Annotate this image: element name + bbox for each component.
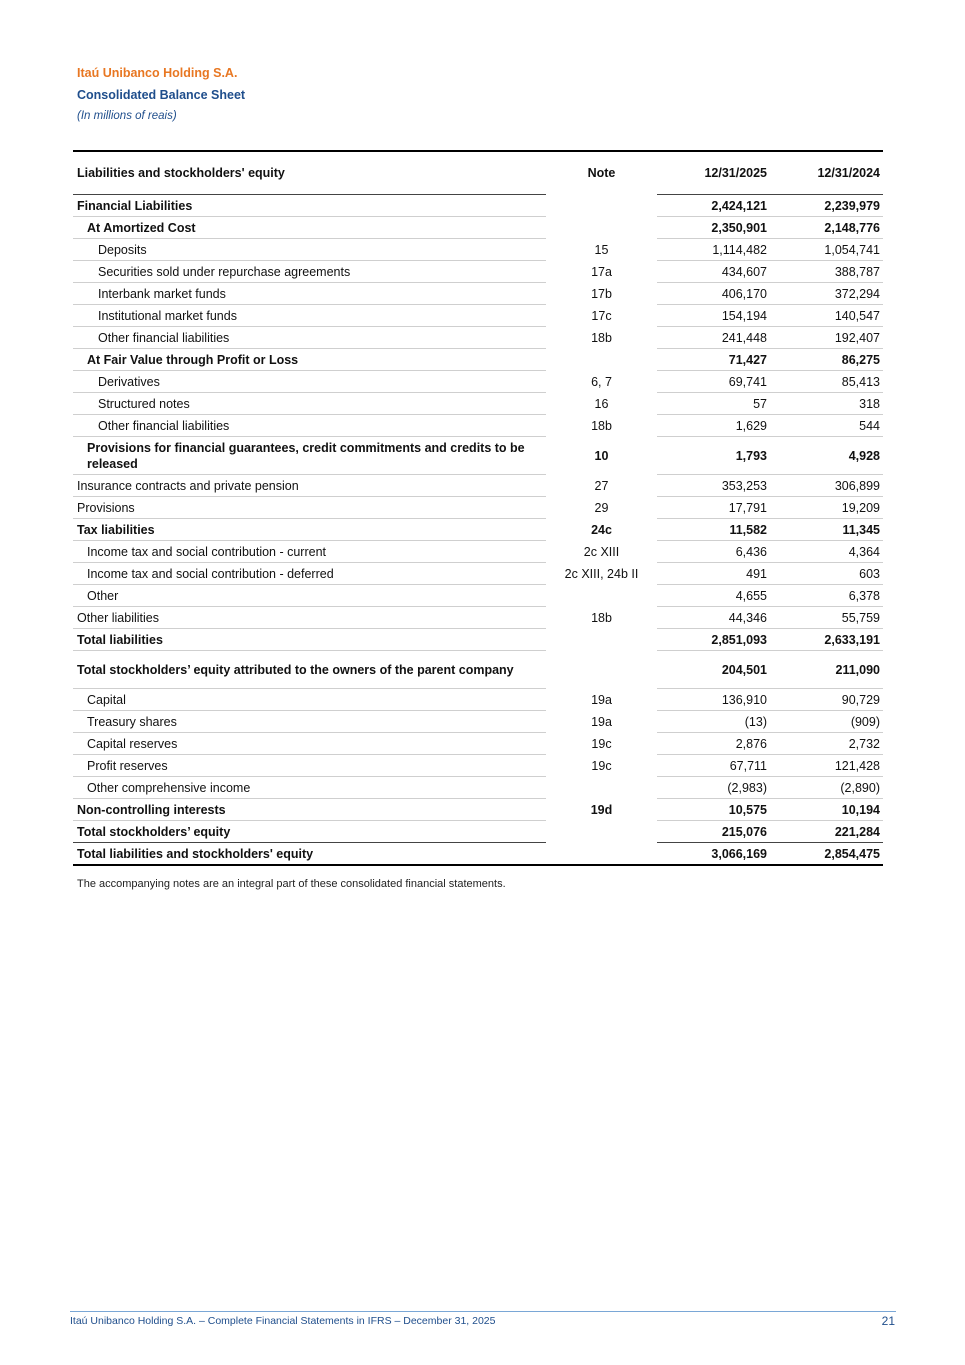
row-label: Other xyxy=(73,585,546,607)
row-value-2024: 372,294 xyxy=(770,283,883,305)
row-label: At Amortized Cost xyxy=(73,217,546,239)
unit-note: (In millions of reais) xyxy=(77,110,177,122)
column-header-description: Liabilities and stockholders' equity xyxy=(73,151,546,195)
row-label: Other comprehensive income xyxy=(73,777,546,799)
footer-divider xyxy=(70,1311,896,1312)
row-value-2024: 10,194 xyxy=(770,799,883,821)
row-value-2025: 2,424,121 xyxy=(657,195,770,217)
row-value-2024: 140,547 xyxy=(770,305,883,327)
row-note xyxy=(546,651,657,689)
row-value-2024: 11,345 xyxy=(770,519,883,541)
row-value-2025: 71,427 xyxy=(657,349,770,371)
table-row xyxy=(73,415,883,437)
row-value-2025: 136,910 xyxy=(657,689,770,711)
row-note: 19c xyxy=(591,758,612,773)
row-value-2024: 85,413 xyxy=(770,371,883,393)
row-value-2024: 55,759 xyxy=(770,607,883,629)
row-label: Total liabilities and stockholders' equity xyxy=(73,843,546,866)
table-header-row xyxy=(73,151,883,195)
row-value-2024: 90,729 xyxy=(770,689,883,711)
row-note xyxy=(546,629,657,651)
row-label: Income tax and social contribution - current xyxy=(73,541,546,563)
row-label: Derivatives xyxy=(73,371,546,393)
row-value-2025: 10,575 xyxy=(657,799,770,821)
row-label: Profit reserves xyxy=(73,755,546,777)
row-value-2025: 1,114,482 xyxy=(657,239,770,261)
row-note: 6, 7 xyxy=(591,374,612,389)
row-value-2024: 2,148,776 xyxy=(770,217,883,239)
table-row xyxy=(73,349,883,371)
row-label: Institutional market funds xyxy=(73,305,546,327)
row-note: 24c xyxy=(591,522,612,537)
row-label: Capital reserves xyxy=(73,733,546,755)
row-note: 27 xyxy=(594,478,609,493)
row-value-2024: 121,428 xyxy=(770,755,883,777)
table-row xyxy=(73,371,883,393)
table-body xyxy=(73,195,883,866)
row-note: 19c xyxy=(591,736,612,751)
row-value-2024: 86,275 xyxy=(770,349,883,371)
row-label: Total liabilities xyxy=(73,629,546,651)
table-row xyxy=(73,283,883,305)
table-row xyxy=(73,541,883,563)
table-row xyxy=(73,689,883,711)
row-note xyxy=(546,349,657,371)
row-note: 16 xyxy=(594,396,609,411)
table-row xyxy=(73,733,883,755)
row-value-2025: 434,607 xyxy=(657,261,770,283)
row-value-2025: (13) xyxy=(657,711,770,733)
row-note xyxy=(546,777,657,799)
balance-sheet-table xyxy=(73,150,883,866)
table-row xyxy=(73,497,883,519)
table-row xyxy=(73,607,883,629)
footer-text: Itaú Unibanco Holding S.A. – Complete Financial Statements in IFRS – December 31, 2025 xyxy=(70,1315,496,1327)
row-note: 2c XIII xyxy=(583,544,620,559)
row-value-2025: 1,629 xyxy=(657,415,770,437)
row-label: Insurance contracts and private pension xyxy=(73,475,546,497)
row-note: 2c XIII, 24b II xyxy=(564,566,639,581)
row-value-2025: 491 xyxy=(657,563,770,585)
row-label: Other liabilities xyxy=(73,607,546,629)
row-value-2025: 2,876 xyxy=(657,733,770,755)
statement-title: Consolidated Balance Sheet xyxy=(77,88,246,102)
row-value-2024: 318 xyxy=(770,393,883,415)
table-row xyxy=(73,821,883,843)
row-label: Total stockholders’ equity attributed to the owners of the parent company xyxy=(73,651,546,689)
row-value-2025: 241,448 xyxy=(657,327,770,349)
row-value-2024: 603 xyxy=(770,563,883,585)
row-value-2025: 2,851,093 xyxy=(657,629,770,651)
row-note: 10 xyxy=(594,448,609,463)
table-row xyxy=(73,585,883,607)
table-row xyxy=(73,393,883,415)
row-value-2025: 353,253 xyxy=(657,475,770,497)
row-value-2025: 69,741 xyxy=(657,371,770,393)
row-value-2025: 6,436 xyxy=(657,541,770,563)
row-value-2024: 19,209 xyxy=(770,497,883,519)
row-label: Financial Liabilities xyxy=(73,195,546,217)
row-value-2024: 306,899 xyxy=(770,475,883,497)
row-label: Provisions for financial guarantees, credit commitments and credits to be released xyxy=(73,437,546,475)
row-label: Tax liabilities xyxy=(73,519,546,541)
company-name: Itaú Unibanco Holding S.A. xyxy=(77,66,238,80)
table-row xyxy=(73,437,883,475)
row-label: Other financial liabilities xyxy=(73,327,546,349)
row-value-2024: 2,239,979 xyxy=(770,195,883,217)
row-note: 17b xyxy=(591,286,612,301)
row-note: 15 xyxy=(594,242,609,257)
table-row xyxy=(73,519,883,541)
row-value-2025: 57 xyxy=(657,393,770,415)
table-row xyxy=(73,799,883,821)
row-value-2025: 11,582 xyxy=(657,519,770,541)
row-label: Income tax and social contribution - deferred xyxy=(73,563,546,585)
row-value-2024: 4,364 xyxy=(770,541,883,563)
row-label: Structured notes xyxy=(73,393,546,415)
row-value-2024: 4,928 xyxy=(770,437,883,475)
row-label: At Fair Value through Profit or Loss xyxy=(73,349,546,371)
row-value-2024: 2,633,191 xyxy=(770,629,883,651)
row-note: 29 xyxy=(594,500,609,515)
row-label: Provisions xyxy=(73,497,546,519)
table-row xyxy=(73,327,883,349)
row-value-2024: 192,407 xyxy=(770,327,883,349)
row-label: Non-controlling interests xyxy=(73,799,546,821)
table-row xyxy=(73,843,883,866)
row-label: Treasury shares xyxy=(73,711,546,733)
row-note: 17a xyxy=(591,264,612,279)
row-note: 18b xyxy=(591,418,612,433)
table-row xyxy=(73,195,883,217)
table-row xyxy=(73,261,883,283)
row-label: Deposits xyxy=(73,239,546,261)
row-value-2025: 204,501 xyxy=(657,651,770,689)
table-row xyxy=(73,755,883,777)
row-note: 17c xyxy=(591,308,612,323)
row-value-2024: (909) xyxy=(770,711,883,733)
row-value-2024: 388,787 xyxy=(770,261,883,283)
row-value-2025: 2,350,901 xyxy=(657,217,770,239)
row-label: Other financial liabilities xyxy=(73,415,546,437)
row-value-2025: (2,983) xyxy=(657,777,770,799)
row-value-2024: 2,854,475 xyxy=(770,843,883,866)
row-value-2024: (2,890) xyxy=(770,777,883,799)
table-row xyxy=(73,777,883,799)
row-note: 19a xyxy=(591,714,612,729)
row-value-2025: 154,194 xyxy=(657,305,770,327)
row-value-2024: 1,054,741 xyxy=(770,239,883,261)
row-note xyxy=(546,585,657,607)
row-value-2024: 544 xyxy=(770,415,883,437)
row-label: Securities sold under repurchase agreements xyxy=(73,261,546,283)
table-row xyxy=(73,305,883,327)
table-row xyxy=(73,711,883,733)
table-row xyxy=(73,217,883,239)
row-value-2024: 6,378 xyxy=(770,585,883,607)
footnote: The accompanying notes are an integral part of these consolidated financial statements. xyxy=(77,878,506,890)
row-value-2024: 221,284 xyxy=(770,821,883,843)
row-label: Capital xyxy=(73,689,546,711)
row-value-2025: 215,076 xyxy=(657,821,770,843)
table-row xyxy=(73,651,883,689)
row-note xyxy=(546,195,657,217)
table-row xyxy=(73,239,883,261)
row-value-2024: 211,090 xyxy=(770,651,883,689)
table-row xyxy=(73,563,883,585)
row-value-2025: 44,346 xyxy=(657,607,770,629)
column-header-2025: 12/31/2025 xyxy=(657,151,770,195)
row-value-2025: 3,066,169 xyxy=(657,843,770,866)
table-row xyxy=(73,475,883,497)
row-note: 19a xyxy=(591,692,612,707)
row-note xyxy=(546,843,657,866)
row-note: 19d xyxy=(590,802,613,817)
row-value-2024: 2,732 xyxy=(770,733,883,755)
row-value-2025: 67,711 xyxy=(657,755,770,777)
row-note: 18b xyxy=(591,610,612,625)
row-label: Interbank market funds xyxy=(73,283,546,305)
row-value-2025: 17,791 xyxy=(657,497,770,519)
row-note: 18b xyxy=(591,330,612,345)
row-note xyxy=(546,821,657,843)
row-value-2025: 406,170 xyxy=(657,283,770,305)
table-row xyxy=(73,629,883,651)
row-note xyxy=(546,217,657,239)
page-number: 21 xyxy=(881,1314,895,1328)
row-value-2025: 4,655 xyxy=(657,585,770,607)
row-label: Total stockholders’ equity xyxy=(73,821,546,843)
row-value-2025: 1,793 xyxy=(657,437,770,475)
column-header-2024: 12/31/2024 xyxy=(770,151,883,195)
column-header-note: Note xyxy=(546,151,657,195)
